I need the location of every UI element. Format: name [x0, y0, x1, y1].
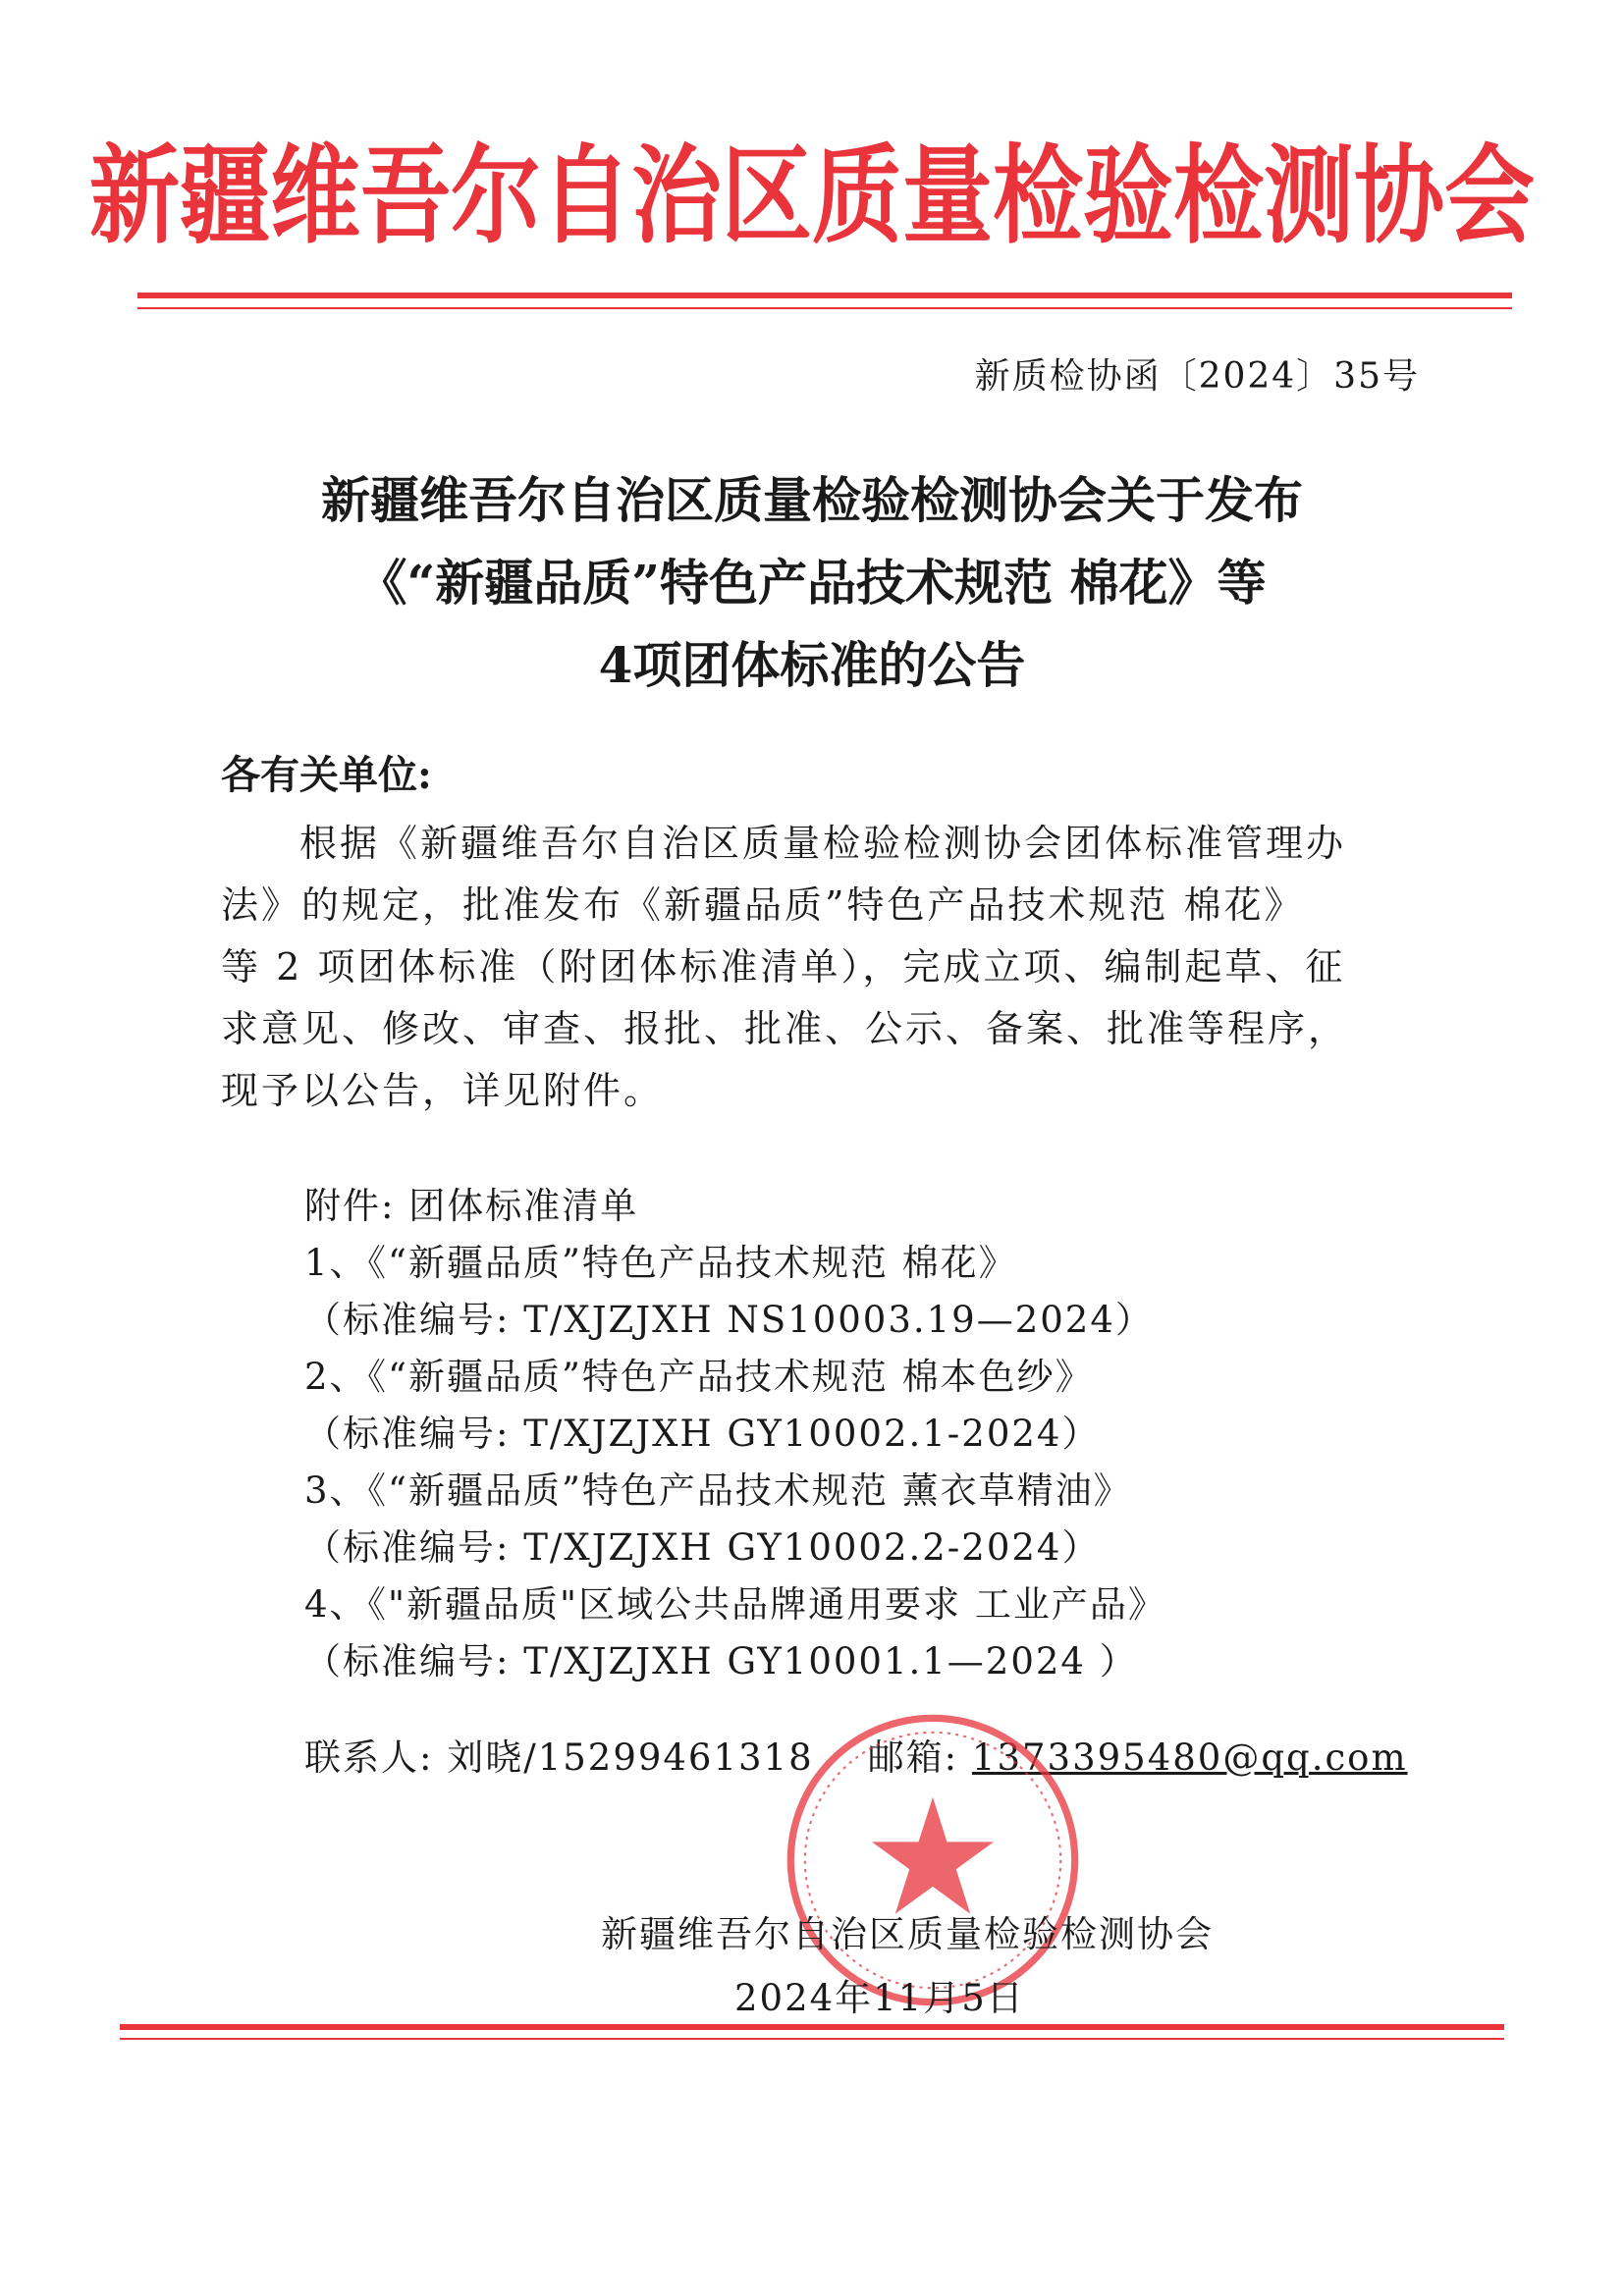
document-number: 新质检协函〔2024〕35号 [974, 356, 1420, 397]
title-line-2: 《“新疆品质”特色产品技术规范 棉花》等 [357, 554, 1267, 612]
salutation: 各有关单位: [221, 752, 432, 798]
title-line-3: 4项团体标准的公告 [598, 636, 1026, 694]
document-title [147, 459, 1477, 707]
attachment-item-name: 1、《“新疆品质”特色产品技术规范 棉花》 [304, 1242, 1017, 1284]
body-line-3: 等 2 项团体标准（附团体标准清单），完成立项、编制起草、征 [221, 945, 1346, 988]
body-paragraph [221, 813, 1419, 1122]
attachment-list [304, 1178, 1166, 1690]
email-label: 邮箱: [867, 1736, 959, 1779]
attachment-item-name: 2、《“新疆品质”特色产品技术规范 棉本色纱》 [304, 1356, 1094, 1398]
attachment-item-code: （标准编号: T/XJZJXH GY10001.1—2024 ） [304, 1640, 1138, 1682]
attachment-item-name: 3、《“新疆品质”特色产品技术规范 薰衣草精油》 [304, 1469, 1132, 1512]
letterhead-org-name: 新疆维吾尔自治区质量检验检测协会 [88, 133, 1535, 258]
signature-date: 2024年11月5日 [734, 1977, 1025, 2019]
body-line-1: 根据《新疆维吾尔自治区质量检验检测协会团体标准管理办 [299, 822, 1347, 865]
attachment-item-code: （标准编号: T/XJZJXH NS10003.19—2024） [304, 1299, 1154, 1341]
letterhead-rule-thin [137, 307, 1512, 309]
title-line-1: 新疆维吾尔自治区质量检验检测协会关于发布 [321, 471, 1303, 529]
official-seal-icon [781, 1708, 1085, 2012]
contact-person: 联系人: 刘晓/15299461318 [304, 1736, 814, 1779]
body-line-2: 法》的规定，批准发布《新疆品质”特色产品技术规范 棉花》 [221, 883, 1305, 927]
attachment-item-code: （标准编号: T/XJZJXH GY10002.1-2024） [304, 1413, 1101, 1455]
body-line-4: 求意见、修改、审查、报批、批准、公示、备案、批准等程序， [221, 1007, 1349, 1050]
attachment-item-name: 4、《"新疆品质"区域公共品牌通用要求 工业产品》 [304, 1583, 1166, 1626]
letterhead-rule-thick [137, 293, 1512, 298]
attachment-item-code: （标准编号: T/XJZJXH GY10002.2-2024） [304, 1526, 1101, 1569]
footer-rule-thick [120, 2024, 1504, 2030]
attachment-heading: 附件: 团体标准清单 [304, 1185, 639, 1227]
signature-organization: 新疆维吾尔自治区质量检验检测协会 [601, 1913, 1214, 1955]
body-line-5: 现予以公告，详见附件。 [221, 1069, 665, 1112]
footer-rule-thin [120, 2038, 1504, 2040]
email-link[interactable]: 1373395480@qq.com [971, 1736, 1408, 1779]
